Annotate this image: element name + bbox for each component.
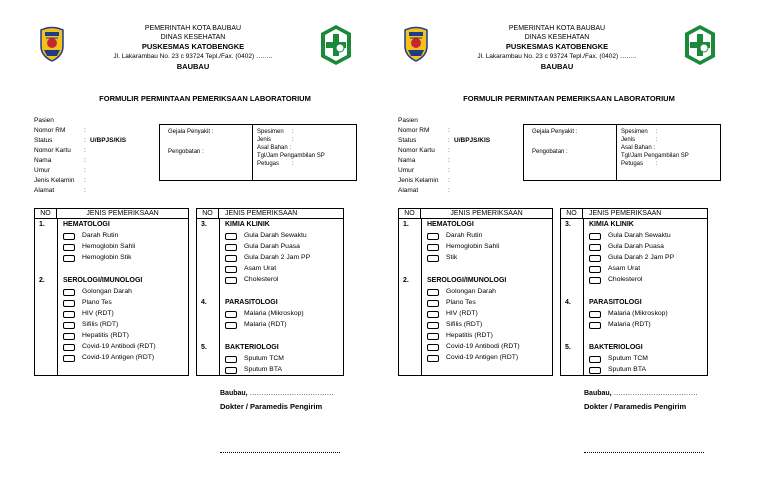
field-colon: :	[84, 177, 86, 184]
checkbox[interactable]	[427, 233, 439, 240]
item-label: Golongan Darah	[446, 288, 496, 295]
patient-field-nama	[34, 156, 164, 166]
header-department: DINAS KESEHATAN	[524, 34, 590, 41]
checkbox[interactable]	[427, 255, 439, 262]
group-number: 4.	[201, 299, 207, 306]
item-label: Cholesterol	[244, 276, 279, 283]
signature-place-date	[220, 390, 334, 397]
item-label: Malaria (Mikroskop)	[244, 310, 304, 317]
item-label: Darah Rutin	[82, 232, 119, 239]
spesimen-colon: :	[292, 129, 294, 135]
exam-item[interactable]	[225, 354, 284, 364]
exam-item[interactable]	[427, 242, 499, 252]
header-address: Jl. Lakarambau No. 23 c 93724 Tepl./Fax. (0402) ……..	[113, 53, 273, 60]
lab-request-form-left	[30, 0, 394, 489]
field-label: Pasien	[398, 117, 418, 124]
exam-item[interactable]	[589, 253, 674, 263]
petugas-colon: :	[656, 161, 658, 167]
field-colon: :	[84, 167, 86, 174]
signature-line[interactable]	[584, 452, 704, 453]
exam-item[interactable]	[63, 342, 156, 352]
signature-title: Dokter / Paramedis Pengirim	[584, 402, 687, 411]
lab-request-form-right	[394, 0, 758, 489]
checkbox[interactable]	[589, 255, 601, 262]
patient-field-alamat	[398, 186, 528, 196]
checkbox[interactable]	[589, 244, 601, 251]
field-label: Alamat	[34, 187, 55, 194]
item-label: Asam Urat	[244, 265, 277, 272]
exam-item[interactable]	[225, 231, 307, 241]
exam-item[interactable]	[225, 365, 282, 375]
exam-item[interactable]	[427, 320, 482, 330]
item-label: Gula Darah Sewaktu	[608, 232, 671, 239]
checkbox[interactable]	[225, 277, 237, 284]
checkbox[interactable]	[589, 367, 601, 374]
item-label: Gula Darah Puasa	[244, 243, 300, 250]
item-label: Plano Tes	[82, 299, 112, 306]
exam-item[interactable]	[589, 309, 668, 319]
item-label: Covid-19 Antigen (RDT)	[82, 354, 155, 361]
jenis-label: Jenis	[257, 137, 272, 143]
field-label: Umur	[398, 167, 414, 174]
header-government: PEMERINTAH KOTA BAUBAU	[508, 25, 606, 32]
info-box-divider	[252, 125, 253, 180]
spesimen-colon: :	[656, 129, 658, 135]
column-header-no: NO	[561, 209, 583, 219]
exam-item[interactable]	[427, 231, 482, 241]
group-parasitologi: PARASITOLOGI	[225, 299, 278, 306]
date-blank[interactable]: ………………………………	[249, 390, 334, 397]
petugas-label: Petugas	[621, 161, 644, 167]
item-label: Covid-19 Antigen (RDT)	[446, 354, 519, 361]
signature-place-date	[584, 390, 698, 397]
item-label: Sputum TCM	[608, 355, 648, 362]
place-label: Baubau,	[220, 390, 248, 397]
city-emblem-logo	[402, 26, 430, 62]
checkbox[interactable]	[427, 289, 439, 296]
exam-item[interactable]	[589, 320, 651, 330]
column-header-jenis: JENIS PEMERIKSAAN	[219, 209, 343, 219]
checkbox[interactable]	[63, 344, 75, 351]
exam-item[interactable]	[63, 231, 118, 241]
patient-field-nomor-rm	[398, 126, 528, 136]
field-colon: :	[84, 157, 86, 164]
header-department: DINAS KESEHATAN	[160, 34, 226, 41]
group-kimia-klinik: KIMIA KLINIK	[225, 221, 270, 228]
checkbox[interactable]	[225, 233, 237, 240]
checkbox[interactable]	[427, 333, 439, 340]
field-label: Nama	[34, 157, 52, 164]
item-label: Gula Darah 2 Jam PP	[244, 254, 311, 261]
exam-item[interactable]	[427, 353, 518, 363]
patient-field-pasien	[398, 116, 528, 126]
field-label: Alamat	[398, 187, 419, 194]
tgl-jam-label: Tgl/Jam Pengambilan SP	[257, 153, 325, 159]
exam-item[interactable]	[589, 354, 648, 364]
item-label: Malaria (RDT)	[608, 321, 651, 328]
header-address: Jl. Lakarambau No. 23 c 93724 Tepl./Fax. (0402) ……..	[477, 53, 637, 60]
asal-bahan-label: Asal Bahan :	[257, 145, 292, 151]
column-header-no: NO	[197, 209, 219, 219]
patient-field-nama	[398, 156, 528, 166]
checkbox[interactable]	[225, 266, 237, 273]
group-number: 3.	[565, 221, 571, 228]
item-label: Malaria (Mikroskop)	[608, 310, 668, 317]
checkbox[interactable]	[589, 356, 601, 363]
item-label: Sifilis (RDT)	[446, 321, 483, 328]
patient-field-nomor-rm	[34, 126, 164, 136]
petugas-colon: :	[292, 161, 294, 167]
exam-item[interactable]	[63, 298, 112, 308]
field-label: Status	[398, 137, 417, 144]
field-label: Jenis Kelamin	[398, 177, 439, 184]
column-header-no: NO	[399, 209, 421, 219]
exam-item[interactable]	[225, 242, 300, 252]
city-emblem-logo	[38, 26, 66, 62]
checkbox[interactable]	[589, 233, 601, 240]
exam-item[interactable]	[225, 320, 287, 330]
exam-item[interactable]	[63, 242, 135, 252]
exam-item[interactable]	[225, 275, 278, 285]
column-divider	[583, 219, 584, 375]
column-header-jenis: JENIS PEMERIKSAAN	[583, 209, 707, 219]
item-label: Hepatitis (RDT)	[82, 332, 129, 339]
header-puskesmas: PUSKESMAS KATOBENGKE	[141, 42, 245, 51]
exam-item[interactable]	[63, 353, 154, 363]
column-header-jenis: JENIS PEMERIKSAAN	[57, 209, 188, 219]
patient-field-jenis-kelamin	[34, 176, 164, 186]
group-number: 3.	[201, 221, 207, 228]
column-header-no: NO	[35, 209, 57, 219]
checkbox[interactable]	[63, 233, 75, 240]
patient-field-pasien	[34, 116, 164, 126]
signature-line[interactable]	[220, 452, 340, 453]
pengobatan-label: Pengobatan :	[532, 149, 568, 155]
group-serologi: SEROLOGI/IMUNOLOGI	[427, 277, 507, 284]
form-title: FORMULIR PERMINTAAN PEMERIKSAAN LABORATORIUM	[463, 94, 675, 103]
jenis-colon: :	[656, 137, 658, 143]
checkbox[interactable]	[225, 367, 237, 374]
exam-item[interactable]	[427, 331, 493, 341]
header-government: PEMERINTAH KOTA BAUBAU	[144, 25, 242, 32]
exam-table-right	[560, 208, 708, 376]
item-label: Sputum TCM	[244, 355, 284, 362]
field-label: Status	[34, 137, 53, 144]
field-label: Pasien	[34, 117, 54, 124]
header-city: BAUBAU	[176, 62, 210, 71]
checkbox[interactable]	[63, 311, 75, 318]
exam-table-left	[34, 208, 189, 376]
exam-item[interactable]	[427, 287, 496, 297]
group-serologi: SEROLOGI/IMUNOLOGI	[63, 277, 143, 284]
group-parasitologi: PARASITOLOGI	[589, 299, 642, 306]
group-number: 4.	[565, 299, 571, 306]
field-colon: :	[448, 127, 450, 134]
asal-bahan-label: Asal Bahan :	[621, 145, 656, 151]
health-department-logo	[320, 24, 352, 66]
item-label: Covid-19 Antibodi (RDT)	[446, 343, 520, 350]
exam-item[interactable]	[589, 275, 642, 285]
checkbox[interactable]	[427, 344, 439, 351]
checkbox[interactable]	[427, 311, 439, 318]
item-label: Plano Tes	[446, 299, 476, 306]
checkbox[interactable]	[63, 355, 75, 362]
field-colon: :	[448, 147, 450, 154]
header-city: BAUBAU	[540, 62, 574, 71]
checkbox[interactable]	[225, 255, 237, 262]
checkbox[interactable]	[63, 333, 75, 340]
jenis-label: Jenis	[621, 137, 636, 143]
group-number: 5.	[201, 344, 207, 351]
place-label: Baubau,	[584, 390, 612, 397]
patient-info	[34, 116, 164, 196]
field-colon: :	[448, 157, 450, 164]
item-label: Covid-19 Antibodi (RDT)	[82, 343, 156, 350]
patient-field-alamat	[34, 186, 164, 196]
item-label: Hemoglobin Sahli	[82, 243, 136, 250]
health-department-logo	[684, 24, 716, 66]
exam-item[interactable]	[589, 365, 646, 375]
form-title: FORMULIR PERMINTAAN PEMERIKSAAN LABORATORIUM	[99, 94, 311, 103]
tgl-jam-label: Tgl/Jam Pengambilan SP	[621, 153, 689, 159]
column-header-jenis: JENIS PEMERIKSAAN	[421, 209, 552, 219]
clinical-info-box	[159, 124, 357, 181]
field-label: Nomor RM	[398, 127, 430, 134]
field-value[interactable]: U/BPJS/KIS	[90, 137, 127, 144]
checkbox[interactable]	[427, 300, 439, 307]
item-label: Gula Darah Puasa	[608, 243, 664, 250]
checkbox[interactable]	[427, 322, 439, 329]
petugas-label: Petugas	[257, 161, 280, 167]
group-number: 1.	[39, 221, 45, 228]
checkbox[interactable]	[63, 244, 75, 251]
patient-field-umur	[398, 166, 528, 176]
exam-item[interactable]	[589, 231, 671, 241]
checkbox[interactable]	[589, 311, 601, 318]
patient-field-status	[34, 136, 164, 146]
field-label: Jenis Kelamin	[34, 177, 75, 184]
signature-title: Dokter / Paramedis Pengirim	[220, 402, 323, 411]
field-colon	[84, 116, 90, 126]
field-colon: :	[448, 187, 450, 194]
checkbox[interactable]	[63, 300, 75, 307]
column-divider	[57, 219, 58, 375]
item-label: Hemoglobin Stik	[82, 254, 132, 261]
field-colon: :	[84, 137, 86, 144]
exam-item[interactable]	[63, 320, 118, 330]
group-bakteriologi: BAKTERIOLOGI	[589, 344, 643, 351]
group-number: 2.	[403, 277, 409, 284]
item-label: Cholesterol	[608, 276, 643, 283]
patient-info	[398, 116, 528, 196]
exam-item[interactable]	[589, 242, 664, 252]
exam-item[interactable]	[427, 298, 476, 308]
checkbox[interactable]	[589, 277, 601, 284]
group-number: 1.	[403, 221, 409, 228]
column-divider	[421, 219, 422, 375]
group-number: 2.	[39, 277, 45, 284]
exam-item[interactable]	[427, 309, 478, 319]
checkbox[interactable]	[589, 322, 601, 329]
field-colon: :	[84, 127, 86, 134]
spesimen-label: Spesimen	[621, 129, 648, 135]
pengobatan-label: Pengobatan :	[168, 149, 204, 155]
clinical-info-box	[523, 124, 721, 181]
field-colon: :	[84, 147, 86, 154]
group-kimia-klinik: KIMIA KLINIK	[589, 221, 634, 228]
item-label: Gula Darah Sewaktu	[244, 232, 307, 239]
field-label: Umur	[34, 167, 50, 174]
info-box-divider	[616, 125, 617, 180]
field-label: Nomor Kartu	[34, 147, 71, 154]
patient-field-nomor-kartu	[34, 146, 164, 156]
jenis-colon: :	[292, 137, 294, 143]
item-label: Stik	[446, 254, 458, 261]
column-divider	[219, 219, 220, 375]
item-label: Hepatitis (RDT)	[446, 332, 493, 339]
checkbox[interactable]	[427, 244, 439, 251]
spesimen-label: Spesimen	[257, 129, 284, 135]
field-colon: :	[448, 167, 450, 174]
exam-item[interactable]	[589, 264, 640, 274]
exam-item[interactable]	[63, 253, 132, 263]
date-blank[interactable]: ………………………………	[613, 390, 698, 397]
exam-item[interactable]	[427, 253, 457, 263]
item-label: Sputum BTA	[244, 366, 283, 373]
exam-item[interactable]	[225, 309, 304, 319]
field-colon	[448, 116, 454, 126]
item-label: HIV (RDT)	[446, 310, 478, 317]
exam-item[interactable]	[63, 287, 132, 297]
checkbox[interactable]	[225, 244, 237, 251]
field-label: Nomor Kartu	[398, 147, 435, 154]
patient-field-umur	[34, 166, 164, 176]
exam-item[interactable]	[225, 253, 310, 263]
header-puskesmas: PUSKESMAS KATOBENGKE	[505, 42, 609, 51]
field-colon: :	[448, 137, 450, 144]
patient-field-status	[398, 136, 528, 146]
group-number: 5.	[565, 344, 571, 351]
exam-item[interactable]	[63, 331, 129, 341]
field-colon: :	[448, 177, 450, 184]
item-label: Sputum BTA	[608, 366, 647, 373]
checkbox[interactable]	[63, 289, 75, 296]
exam-table-right	[196, 208, 344, 376]
checkbox[interactable]	[225, 356, 237, 363]
item-label: Hemoglobin Sahli	[446, 243, 500, 250]
checkbox[interactable]	[589, 266, 601, 273]
checkbox[interactable]	[225, 322, 237, 329]
group-bakteriologi: BAKTERIOLOGI	[225, 344, 279, 351]
field-label: Nama	[398, 157, 416, 164]
field-value[interactable]: U/BPJS/KIS	[454, 137, 491, 144]
field-colon: :	[84, 187, 86, 194]
exam-table-left	[398, 208, 553, 376]
exam-item[interactable]	[63, 309, 114, 319]
checkbox[interactable]	[427, 355, 439, 362]
group-hematologi: HEMATOLOGI	[427, 221, 474, 228]
exam-item[interactable]	[225, 264, 276, 274]
field-label: Nomor RM	[34, 127, 66, 134]
checkbox[interactable]	[63, 255, 75, 262]
item-label: Darah Rutin	[446, 232, 483, 239]
checkbox[interactable]	[63, 322, 75, 329]
checkbox[interactable]	[225, 311, 237, 318]
item-label: HIV (RDT)	[82, 310, 114, 317]
item-label: Malaria (RDT)	[244, 321, 287, 328]
item-label: Golongan Darah	[82, 288, 132, 295]
gejala-label: Gejala Penyakit :	[168, 129, 214, 135]
item-label: Asam Urat	[608, 265, 641, 272]
patient-field-jenis-kelamin	[398, 176, 528, 186]
item-label: Gula Darah 2 Jam PP	[608, 254, 675, 261]
group-hematologi: HEMATOLOGI	[63, 221, 110, 228]
gejala-label: Gejala Penyakit :	[532, 129, 578, 135]
item-label: Sifilis (RDT)	[82, 321, 119, 328]
exam-item[interactable]	[427, 342, 520, 352]
patient-field-nomor-kartu	[398, 146, 528, 156]
